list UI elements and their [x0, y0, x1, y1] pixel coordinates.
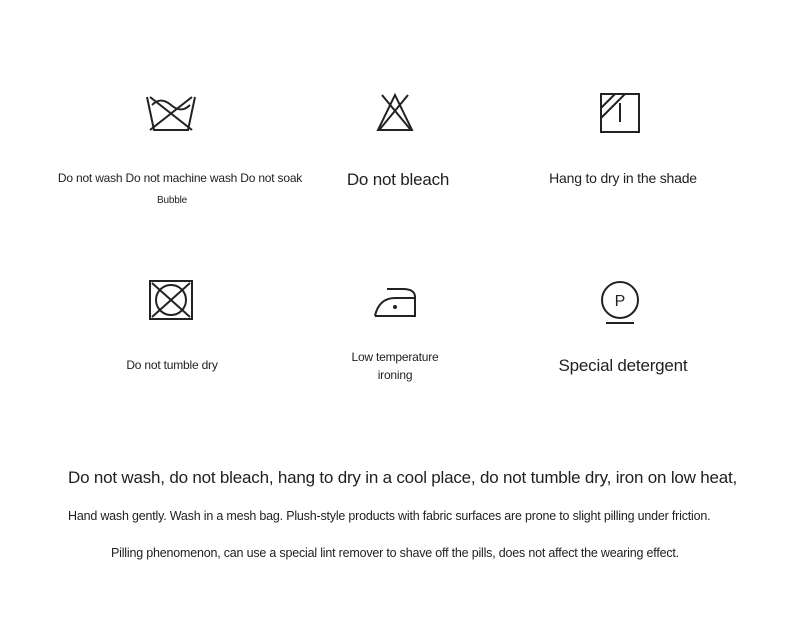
do-not-tumble-dry-icon	[149, 280, 193, 320]
low-temperature-ironing-line1: Low temperature	[351, 350, 439, 364]
svg-text:P: P	[614, 293, 626, 310]
hang-dry-shade-icon	[600, 93, 640, 133]
do-not-bleach-icon	[375, 92, 415, 132]
do-not-bleach-label: Do not bleach	[346, 170, 450, 189]
do-not-wash-label: Do not wash Do not machine wash Do not soak	[57, 171, 303, 185]
care-instructions-line-1: Do not wash, do not bleach, hang to dry in a cool place, do not tumble dry, iron on low heat,	[68, 468, 738, 487]
care-instructions-line-3: Pilling phenomenon, can use a special lint remover to shave off the pills, does not affect the wearing effect.	[111, 546, 679, 560]
care-instructions-line-2: Hand wash gently. Wash in a mesh bag. Plush-style products with fabric surfaces are prone to slight pilling under friction.	[68, 509, 711, 523]
special-detergent-label: Special detergent	[558, 356, 688, 375]
low-temperature-ironing-line2: ironing	[377, 368, 413, 382]
do-not-wash-icon	[146, 95, 196, 133]
hang-dry-shade-label: Hang to dry in the shade	[549, 170, 697, 186]
low-temperature-ironing-label	[351, 348, 438, 384]
low-temperature-iron-icon	[373, 287, 417, 319]
do-not-tumble-dry-label: Do not tumble dry	[126, 358, 218, 372]
special-detergent-icon	[600, 280, 640, 326]
do-not-wash-subtext: Bubble	[157, 195, 187, 206]
